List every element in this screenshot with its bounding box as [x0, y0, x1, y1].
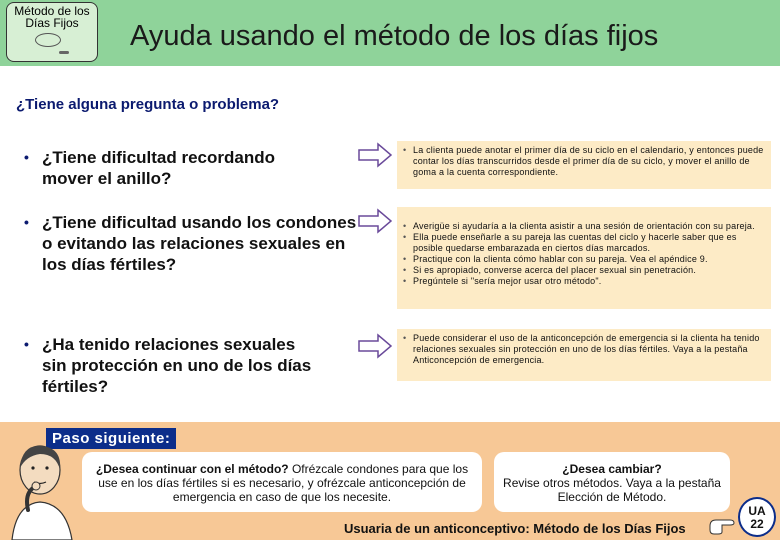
logo-line-1: Método de los [14, 4, 90, 18]
answer-box-1 [397, 141, 771, 189]
right-arrow-icon [358, 333, 392, 359]
cycle-beads-logo-icon [35, 33, 61, 47]
page-title: Ayuda usando el método de los días fijos [130, 20, 659, 52]
page-tab-badge[interactable] [738, 497, 776, 537]
question-3 [24, 334, 324, 397]
bullet-icon: • [24, 336, 29, 352]
question-1 [24, 147, 324, 189]
section-subtitle: ¿Tiene alguna pregunta o problema? [16, 96, 280, 113]
answer-1-item: • La clienta puede anotar el primer día de su ciclo en el calendario, y entonces puede contar los días transcurridos desde el primer día de su ciclo, y mover el anillo de goma a la cuenta correspondiente. [403, 145, 765, 178]
logo-mark [59, 51, 69, 54]
answer-2-item: • Practique con la clienta cómo hablar con su pareja. Vea el apéndice 9. [403, 254, 765, 265]
change-text: Revise otros métodos. Vaya a la pestaña Elección de Método. [503, 476, 721, 504]
logo-line-2: Días Fijos [25, 16, 79, 30]
method-logo [6, 2, 98, 62]
change-method-box [494, 452, 730, 512]
question-1-text: ¿Tiene dificultad recordando mover el anillo? [42, 148, 275, 188]
change-title: ¿Desea cambiar? [562, 462, 662, 476]
pointing-hand-icon [708, 512, 738, 536]
answer-2-item: • Ella puede enseñarle a su pareja las cuentas del ciclo y hacerle saber que es posible quedarse embarazada en ciertos días marcados. [403, 232, 765, 254]
badge-line-2: 22 [750, 517, 764, 531]
bullet-icon: • [24, 214, 29, 230]
continue-text: Ofrézcale condones para que los use en los días fértiles si es necesario, y ofrézcale anticoncepción de emergencia en caso de que los necesite. [98, 462, 469, 504]
question-3-text: ¿Ha tenido relaciones sexuales sin protección en uno de los días fértiles? [42, 335, 312, 396]
continue-question: ¿Desea continuar con el método? [95, 462, 289, 476]
header-bar [0, 0, 780, 66]
continue-method-box [82, 452, 482, 512]
answer-2-item: • Averigüe si ayudaría a la clienta asistir a una sesión de orientación con su pareja. [403, 221, 765, 232]
question-2-text: ¿Tiene dificultad usando los condones o evitando las relaciones sexuales en los días fértiles? [42, 213, 357, 274]
footer-text: Usuaria de un anticonceptivo: Método de los Días Fijos [344, 521, 686, 536]
answer-2-item: • Pregúntele si "sería mejor usar otro método". [403, 276, 765, 287]
right-arrow-icon [358, 208, 392, 234]
right-arrow-icon [358, 142, 392, 168]
answer-3-item: • Puede considerar el uso de la anticoncepción de emergencia si la clienta ha tenido relaciones sexuales sin protección en uno de los días fértiles. Vaya a la pestaña Anticoncepción de emergencia. [403, 333, 765, 366]
answer-2-item: • Si es apropiado, converse acerca del placer sexual sin penetración. [403, 265, 765, 276]
badge-line-1: UA [748, 504, 766, 518]
answer-box-2 [397, 207, 771, 309]
woman-thinking-icon [6, 440, 76, 540]
answer-box-3 [397, 329, 771, 381]
bullet-icon: • [24, 149, 29, 165]
question-2 [24, 212, 364, 275]
next-step-label: Paso siguiente: [46, 428, 176, 449]
